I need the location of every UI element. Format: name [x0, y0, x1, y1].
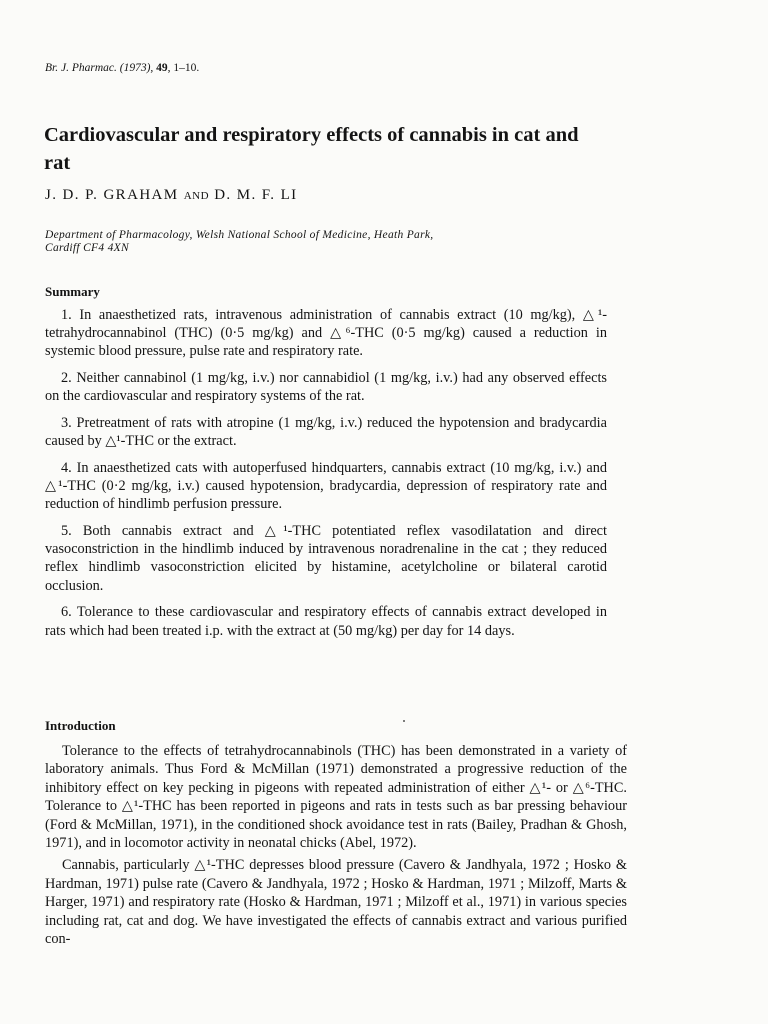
summary-item-2: 2. Neither cannabinol (1 mg/kg, i.v.) nor cannabidiol (1 mg/kg, i.v.) had any observed effects on the cardiovascular and respiratory systems of the rat. [45, 370, 607, 405]
summary-item-4: 4. In anaesthetized cats with autoperfused hindquarters, cannabis extract (10 mg/kg, i.v.) and △¹-THC (0·2 mg/kg, i.v.) caused hypotension, bradycardia, depression of respiratory rate and reduction of hindlimb perfusion pressure. [45, 459, 607, 513]
author-conjunction: AND [183, 190, 210, 202]
intro-paragraph-2: Cannabis, particularly △¹-THC depresses blood pressure (Cavero & Jandhyala, 1972 ; Hosko & Hardman, 1971) pulse rate (Cavero & Jandhyala, 1972 ; Hosko & Hardman, 1971 ; Milzoff, Marts & Harger, 1971) and respiratory rate (Hosko & Hardman, 1971 ; Milzoff et al., 1971) in various species including rat, cat and dog. We have investigated the effects of cannabis extract and various purified con- [45, 857, 627, 948]
summary-item-5: 5. Both cannabis extract and △¹-THC potentiated reflex vasodilatation and direct vasoconstriction in the hindlimb induced by intravenous noradrenaline in the cat ; they reduced reflex hindlimb vasoconstriction elicited by histamine, acetylcholine or bilateral carotid occlusion. [45, 523, 607, 594]
journal-pages: , 1–10. [167, 62, 200, 74]
author-line [45, 187, 298, 204]
summary-item-3: 3. Pretreatment of rats with atropine (1 mg/kg, i.v.) reduced the hypotension and bradycardia caused by △¹-THC or the extract. [45, 415, 607, 450]
article-title: Cardiovascular and respiratory effects of cannabis in cat and rat [44, 124, 579, 174]
summary-section [45, 306, 607, 648]
summary-heading: Summary [45, 284, 100, 299]
journal-citation [45, 62, 199, 74]
introduction-heading: Introduction [45, 718, 116, 733]
summary-item-6: 6. Tolerance to these cardiovascular and respiratory effects of cannabis extract developed in rats which had been treated i.p. with the extract at (50 mg/kg) per day for 14 days. [45, 604, 607, 639]
introduction-section [45, 742, 627, 952]
print-speck [403, 720, 405, 722]
affiliation [45, 229, 585, 255]
intro-paragraph-1: Tolerance to the effects of tetrahydrocannabinols (THC) has been demonstrated in a variety of laboratory animals. Thus Ford & McMillan (1971) demonstrated a progressive reduction of the inhibitory effect on key pecking in pigeons with repeated administration of either △¹- or △⁶-THC. Tolerance to △¹-THC has been reported in pigeons and rats in tests such as bar pressing behaviour (Ford & McMillan, 1971), in the conditioned shock avoidance test in rats (Bailey, Pradhan & Ghosh, 1971), and in locomotor activity in neonatal chicks (Abel, 1972). [45, 743, 627, 852]
summary-item-1: 1. In anaesthetized rats, intravenous administration of cannabis extract (10 mg/kg), △¹-tetrahydrocannabinol (THC) (0·5 mg/kg) and △⁶-THC (0·5 mg/kg) caused a reduction in systemic blood pressure, pulse rate and respiratory rate. [45, 307, 607, 360]
affiliation-line-2: Cardiff CF4 4XN [45, 242, 129, 254]
journal-name: Br. J. Pharmac. [45, 62, 117, 74]
author-first: J. D. P. GRAHAM [45, 187, 179, 203]
journal-year: (1973), [116, 62, 157, 74]
affiliation-line-1: Department of Pharmacology, Welsh National School of Medicine, Heath Park, [45, 229, 434, 241]
journal-volume: 49 [156, 62, 168, 74]
author-second: D. M. F. LI [214, 187, 298, 203]
